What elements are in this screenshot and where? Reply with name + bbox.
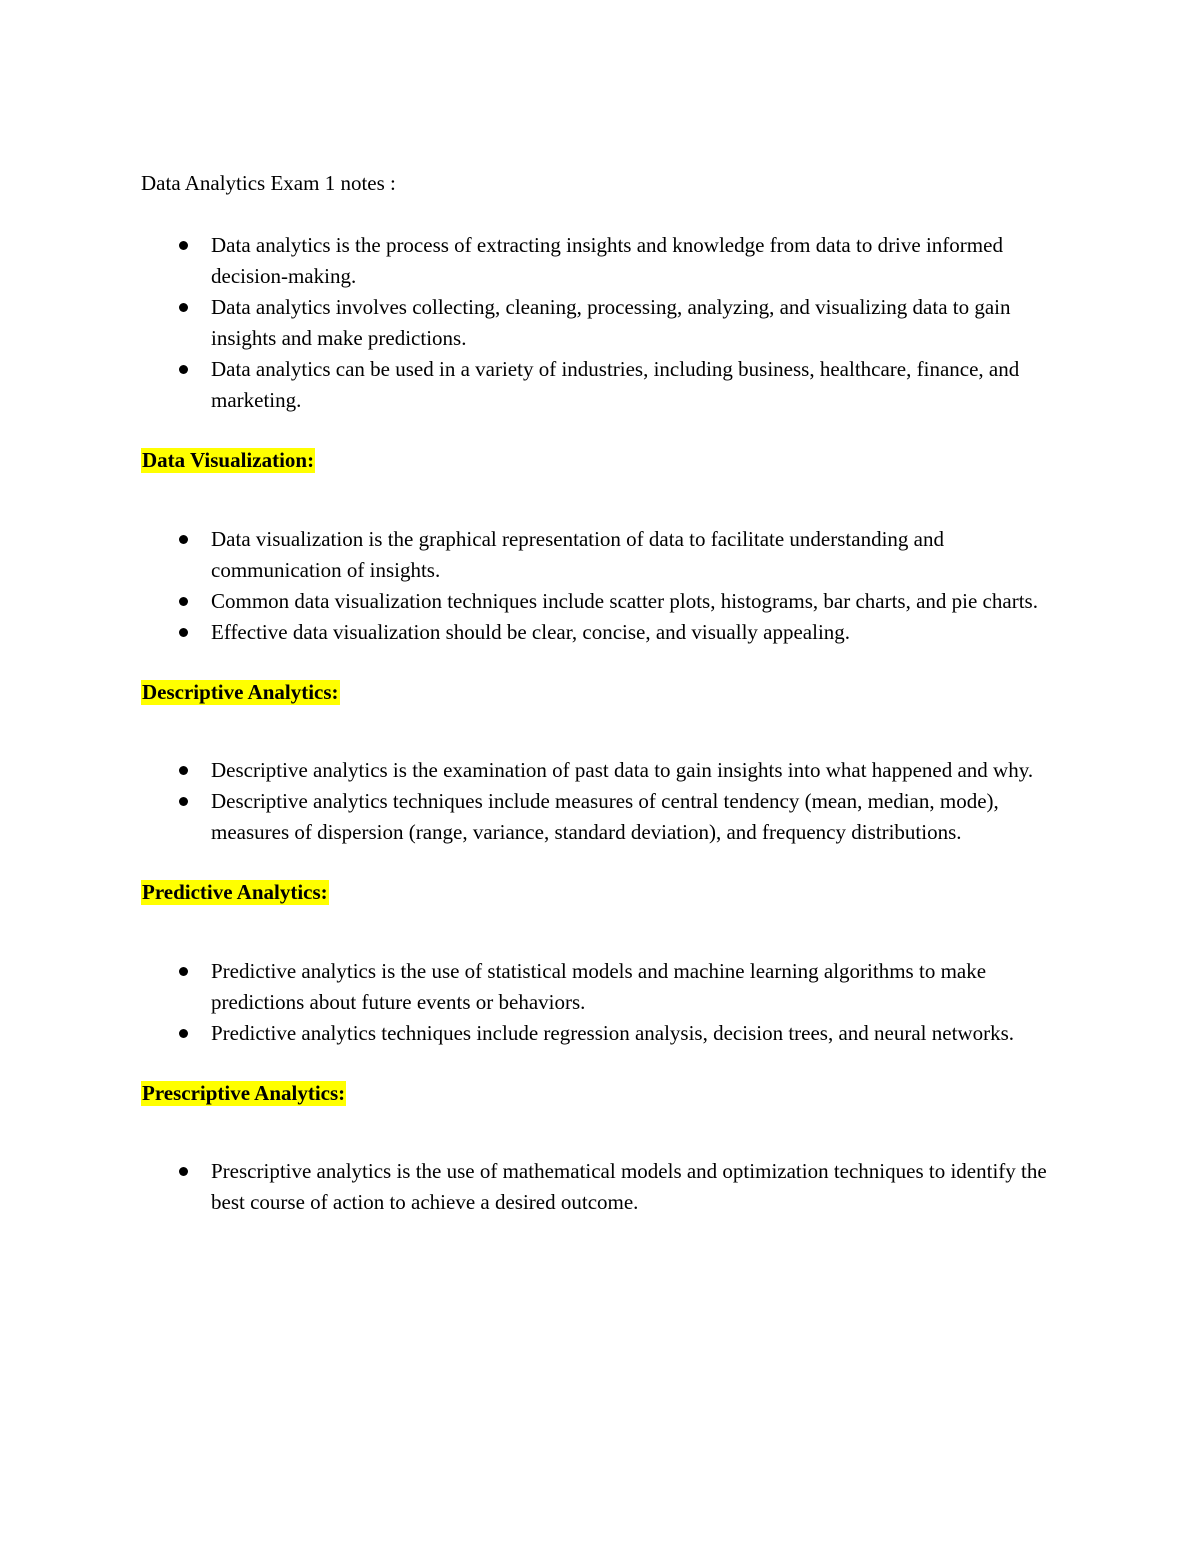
list-item	[141, 354, 1061, 416]
list-item	[141, 230, 1061, 292]
list-item	[141, 586, 1061, 617]
section-heading: Predictive Analytics:	[142, 880, 328, 904]
bullet-icon	[179, 365, 188, 374]
bullet-text: Predictive analytics techniques include regression analysis, decision trees, and neural networks.	[211, 1021, 1015, 1045]
bullet-icon	[179, 241, 188, 250]
list-item	[141, 755, 1061, 786]
bullet-text: Data analytics is the process of extracting insights and knowledge from data to drive informed decision-making.	[211, 233, 1003, 288]
bullet-text: Descriptive analytics is the examination of past data to gain insights into what happened and why.	[211, 758, 1034, 782]
bullet-icon	[179, 597, 188, 606]
section-data-visualization	[141, 447, 1061, 648]
bullet-text: Effective data visualization should be clear, concise, and visually appealing.	[211, 620, 851, 644]
section-heading: Data Visualization:	[142, 448, 315, 472]
bullet-icon	[179, 1167, 188, 1176]
bullet-text: Data visualization is the graphical representation of data to facilitate understanding and communication of insights.	[211, 527, 944, 582]
list-item	[141, 786, 1061, 848]
list-item	[141, 1018, 1061, 1049]
document-page	[141, 168, 1061, 1218]
list-item	[141, 292, 1061, 354]
bullet-text: Common data visualization techniques include scatter plots, histograms, bar charts, and pie charts.	[211, 589, 1038, 613]
section-heading: Prescriptive Analytics:	[142, 1081, 346, 1105]
list-item	[141, 956, 1061, 1018]
bullet-text: Predictive analytics is the use of statistical models and machine learning algorithms to make predictions about future events or behaviors.	[211, 959, 987, 1014]
bullet-icon	[179, 766, 188, 775]
section-bullet-list	[141, 755, 1061, 848]
section-heading: Descriptive Analytics:	[142, 680, 339, 704]
bullet-text: Data analytics involves collecting, cleaning, processing, analyzing, and visualizing data to gain insights and make predictions.	[211, 295, 1011, 350]
bullet-icon	[179, 797, 188, 806]
section-prescriptive-analytics	[141, 1080, 1061, 1218]
bullet-icon	[179, 967, 188, 976]
section-descriptive-analytics	[141, 679, 1061, 848]
bullet-icon	[179, 303, 188, 312]
section-bullet-list	[141, 1156, 1061, 1218]
section-bullet-list	[141, 956, 1061, 1049]
list-item	[141, 1156, 1061, 1218]
bullet-text: Data analytics can be used in a variety of industries, including business, healthcare, finance, and marketing.	[211, 357, 1020, 412]
document-title: Data Analytics Exam 1 notes :	[141, 171, 396, 195]
section-predictive-analytics	[141, 879, 1061, 1049]
bullet-icon	[179, 628, 188, 637]
section-bullet-list	[141, 524, 1061, 648]
list-item	[141, 524, 1061, 586]
bullet-text: Prescriptive analytics is the use of mathematical models and optimization techniques to identify the best course of action to achieve a desired outcome.	[211, 1159, 1047, 1214]
bullet-icon	[179, 535, 188, 544]
list-item	[141, 617, 1061, 648]
intro-bullet-list	[141, 230, 1061, 416]
bullet-text: Descriptive analytics techniques include measures of central tendency (mean, median, mode), measures of dispersion (range, variance, standard deviation), and frequency distributions.	[211, 789, 999, 844]
bullet-icon	[179, 1029, 188, 1038]
